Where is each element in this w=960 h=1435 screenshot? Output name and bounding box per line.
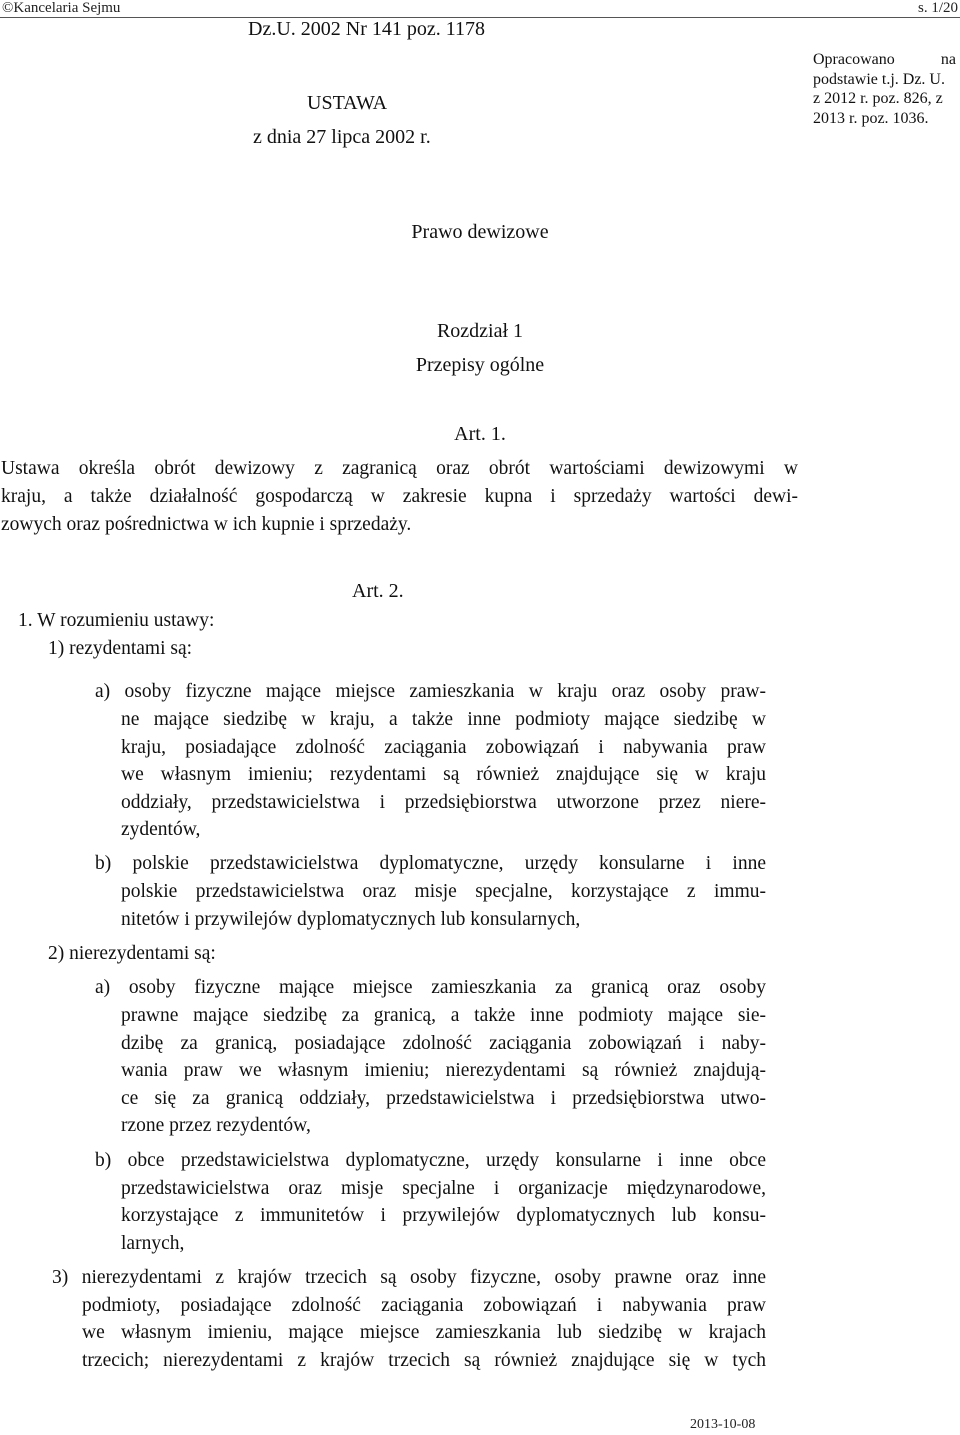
point-3-line: 3) nierezydentami z krajów trzecich są osoby fizyczne, osoby prawne oraz inne [52, 1267, 766, 1288]
chapter-name: Przepisy ogólne [415, 354, 545, 376]
article-1-heading: Art. 1. [454, 423, 506, 445]
point-1a-line: oddziały, przedstawicielstwa i przedsiębiorstwa utworzone przez niere- [121, 792, 766, 813]
point-3-line: podmioty, posiadające zdolność zaciągania zobowiązań i nabywania praw [82, 1295, 766, 1316]
point-1a-line: ne mające siedzibę w kraju, a także inne podmioty mające siedzibę w [121, 709, 766, 730]
point-3-line: trzecich; nierezydentami z krajów trzecich są również znajdujące się w tych [82, 1350, 766, 1371]
point-1a-line: we własnym imieniu; rezydentami są również znajdujące się w kraju [121, 764, 766, 785]
act-date: z dnia 27 lipca 2002 r. [253, 126, 431, 148]
note-line: Opracowano na [813, 51, 956, 68]
point-1a-line: kraju, posiadające zdolność zaciągania zobowiązań i nabywania praw [121, 737, 766, 758]
point-2-label: 2) nierezydentami są: [48, 943, 216, 964]
point-2b-line: larnych, [121, 1233, 185, 1254]
point-1b-line: nitetów i przywilejów dyplomatycznych lub konsularnych, [121, 909, 581, 930]
footer-date: 2013-10-08 [690, 1417, 756, 1432]
article-2-heading: Art. 2. [352, 580, 404, 602]
point-1b-line: b) polskie przedstawicielstwa dyplomatyczne, urzędy konsularne i inne [95, 853, 766, 874]
point-2a-line: prawne mające siedzibę za granicą, a także inne podmioty mające sie- [121, 1005, 766, 1026]
article-2-intro: 1. W rozumieniu ustawy: [18, 610, 215, 631]
article-1-line: Ustawa określa obrót dewizowy z zagranicą oraz obrót wartościami dewizowymi w [1, 458, 798, 479]
point-1b-line: polskie przedstawicielstwa oraz misje specjalne, korzystające z immu- [121, 881, 766, 902]
note-line: 2013 r. poz. 1036. [813, 109, 929, 127]
point-1a-line: a) osoby fizyczne mające miejsce zamieszkania w kraju oraz osoby praw- [95, 681, 766, 702]
act-title: Prawo dewizowe [411, 221, 549, 243]
point-2b-line: przedstawicielstwa oraz misje specjalne i organizacje międzynarodowe, [121, 1178, 766, 1199]
chapter-number: Rozdział 1 [436, 320, 524, 342]
point-1a-line: zydentów, [121, 819, 201, 840]
article-1-line: kraju, a także działalność gospodarczą w zakresie kupna i sprzedaży wartości dewi- [1, 486, 798, 507]
point-2a-line: dzibę za granicą, posiadające zdolność zaciągania zobowiązań i naby- [121, 1033, 766, 1054]
point-2a-line: ce się za granicą oddziały, przedstawicielstwa i przedsiębiorstwa utwo- [121, 1088, 766, 1109]
note-line: z 2012 r. poz. 826, z [813, 90, 943, 107]
point-2a-line: wania praw we własnym imieniu; nierezydentami są również znajdują- [121, 1060, 766, 1081]
point-2a-line: a) osoby fizyczne mające miejsce zamieszkania za granicą oraz osoby [95, 977, 766, 998]
header-page-number: s. 1/20 [917, 0, 958, 16]
point-3-line: we własnym imieniu, mające miejsce zamieszkania lub siedzibę w krajach [82, 1322, 766, 1343]
consolidation-note [813, 50, 956, 128]
point-1-label: 1) rezydentami są: [48, 638, 193, 659]
point-2b-line: b) obce przedstawicielstwa dyplomatyczne, urzędy konsularne i inne obce [95, 1150, 766, 1171]
act-type: USTAWA [307, 92, 388, 114]
header-left: ©Kancelaria Sejmu [2, 0, 121, 16]
point-2b-line: korzystające z immunitetów i przywilejów dyplomatycznych lub konsu- [121, 1205, 766, 1226]
journal-reference: Dz.U. 2002 Nr 141 poz. 1178 [248, 18, 486, 40]
article-1-line: zowych oraz pośrednictwa w ich kupnie i sprzedaży. [1, 514, 412, 535]
note-line: podstawie t.j. Dz. U. [813, 70, 945, 88]
point-2a-line: rzone przez rezydentów, [121, 1115, 311, 1136]
